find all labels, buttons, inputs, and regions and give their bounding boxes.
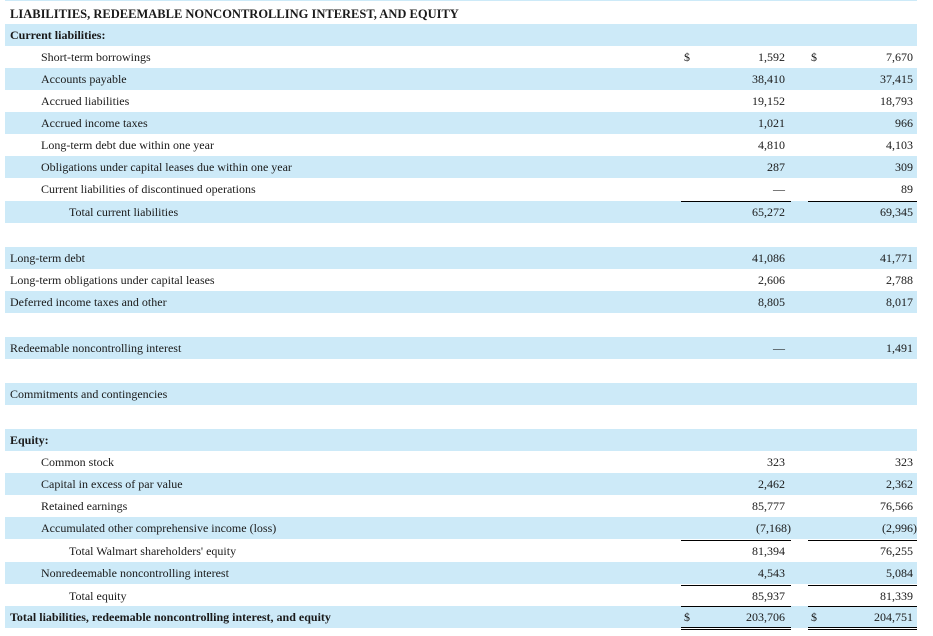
row-label: Deferred income taxes and other bbox=[10, 295, 167, 309]
value-col-2: 76,255 bbox=[880, 544, 913, 558]
value-col-2: 1,491 bbox=[886, 341, 913, 355]
value-col-1: 4,810 bbox=[758, 138, 785, 152]
row-label: Retained earnings bbox=[41, 499, 128, 513]
value-col-1: 203,706 bbox=[746, 610, 785, 624]
table-row bbox=[5, 269, 917, 291]
row-label: Commitments and contingencies bbox=[10, 387, 168, 401]
value-col-1: 81,394 bbox=[752, 544, 785, 558]
value-col-2: 4,103 bbox=[886, 138, 913, 152]
value-col-1: 4,543 bbox=[758, 566, 785, 580]
table-row bbox=[5, 517, 917, 539]
total-current-liabilities-row bbox=[5, 201, 917, 223]
value-col-1: 1,592 bbox=[758, 50, 785, 64]
row-label: Total current liabilities bbox=[69, 205, 179, 219]
value-col-1: 1,021 bbox=[758, 116, 785, 130]
current-liabilities-header-row bbox=[5, 24, 917, 46]
section-title-row bbox=[5, 0, 917, 25]
table-row bbox=[5, 112, 917, 134]
grand-total-double-rule bbox=[808, 627, 917, 630]
row-label: Accrued liabilities bbox=[41, 94, 130, 108]
row-label: Current liabilities of discontinued operations bbox=[41, 182, 256, 196]
value-col-2: 309 bbox=[895, 160, 913, 174]
value-col-1: 19,152 bbox=[752, 94, 785, 108]
value-col-2: 81,339 bbox=[880, 589, 913, 603]
table-row bbox=[5, 291, 917, 313]
value-col-1: (7,168) bbox=[756, 521, 791, 535]
table-row bbox=[5, 451, 917, 473]
value-col-1: — bbox=[773, 182, 785, 196]
value-col-2: 204,751 bbox=[874, 610, 913, 624]
equity-header: Equity: bbox=[10, 433, 49, 447]
currency-symbol: $ bbox=[684, 610, 690, 624]
redeemable-row bbox=[5, 337, 917, 359]
table-row bbox=[5, 156, 917, 178]
value-col-1: 2,606 bbox=[758, 273, 785, 287]
row-label: Short-term borrowings bbox=[41, 50, 151, 64]
value-col-1: — bbox=[773, 341, 785, 355]
row-label: Common stock bbox=[41, 455, 115, 469]
value-col-1: 85,937 bbox=[752, 589, 785, 603]
table-row bbox=[5, 90, 917, 112]
table-row bbox=[5, 495, 917, 517]
value-col-1: 287 bbox=[767, 160, 785, 174]
value-col-2: (2,996) bbox=[882, 521, 917, 535]
value-col-2: 966 bbox=[895, 116, 913, 130]
commitments-row bbox=[5, 383, 917, 405]
value-col-2: 7,670 bbox=[886, 50, 913, 64]
value-col-2: 76,566 bbox=[880, 499, 913, 513]
value-col-1: 8,805 bbox=[758, 295, 785, 309]
row-label: Long-term obligations under capital leases bbox=[10, 273, 215, 287]
table-row bbox=[5, 473, 917, 495]
row-label: Capital in excess of par value bbox=[41, 477, 183, 491]
row-label: Accounts payable bbox=[41, 72, 127, 86]
table-row bbox=[5, 247, 917, 269]
value-col-1: 38,410 bbox=[752, 72, 785, 86]
value-col-2: 37,415 bbox=[880, 72, 913, 86]
row-label: Accrued income taxes bbox=[41, 116, 148, 130]
row-label: Total Walmart shareholders' equity bbox=[69, 544, 237, 558]
value-col-2: 89 bbox=[901, 182, 913, 196]
value-col-2: 5,084 bbox=[886, 566, 913, 580]
grand-total-row bbox=[5, 606, 917, 628]
currency-symbol: $ bbox=[811, 50, 817, 64]
table-row bbox=[5, 178, 917, 200]
value-col-2: 41,771 bbox=[880, 251, 913, 265]
currency-symbol: $ bbox=[684, 50, 690, 64]
table-row bbox=[5, 68, 917, 90]
row-label: Redeemable noncontrolling interest bbox=[10, 341, 182, 355]
value-col-2: 2,788 bbox=[886, 273, 913, 287]
value-col-1: 85,777 bbox=[752, 499, 785, 513]
value-col-2: 8,017 bbox=[886, 295, 913, 309]
current-liabilities-header: Current liabilities: bbox=[10, 28, 106, 42]
grand-total-double-rule bbox=[681, 627, 791, 630]
equity-header-row bbox=[5, 429, 917, 451]
row-label: Obligations under capital leases due within one year bbox=[41, 160, 292, 174]
value-col-2: 323 bbox=[895, 455, 913, 469]
value-col-2: 69,345 bbox=[880, 205, 913, 219]
section-title: LIABILITIES, REDEEMABLE NONCONTROLLING INTEREST, AND EQUITY bbox=[10, 7, 459, 21]
row-label: Long-term debt bbox=[10, 251, 85, 265]
row-label: Accumulated other comprehensive income (loss) bbox=[41, 521, 277, 535]
table-row bbox=[5, 562, 917, 584]
value-col-1: 65,272 bbox=[752, 205, 785, 219]
value-col-2: 18,793 bbox=[880, 94, 913, 108]
row-label: Total equity bbox=[69, 589, 127, 603]
value-col-1: 41,086 bbox=[752, 251, 785, 265]
row-label: Total liabilities, redeemable noncontrolling interest, and equity bbox=[10, 610, 331, 624]
value-col-1: 2,462 bbox=[758, 477, 785, 491]
currency-symbol: $ bbox=[811, 610, 817, 624]
row-label: Nonredeemable noncontrolling interest bbox=[41, 566, 229, 580]
value-col-1: 323 bbox=[767, 455, 785, 469]
row-label: Long-term debt due within one year bbox=[41, 138, 214, 152]
total-walmart-equity-row bbox=[5, 540, 917, 562]
total-equity-row bbox=[5, 585, 917, 607]
table-row bbox=[5, 46, 917, 68]
table-row bbox=[5, 134, 917, 156]
value-col-2: 2,362 bbox=[886, 477, 913, 491]
